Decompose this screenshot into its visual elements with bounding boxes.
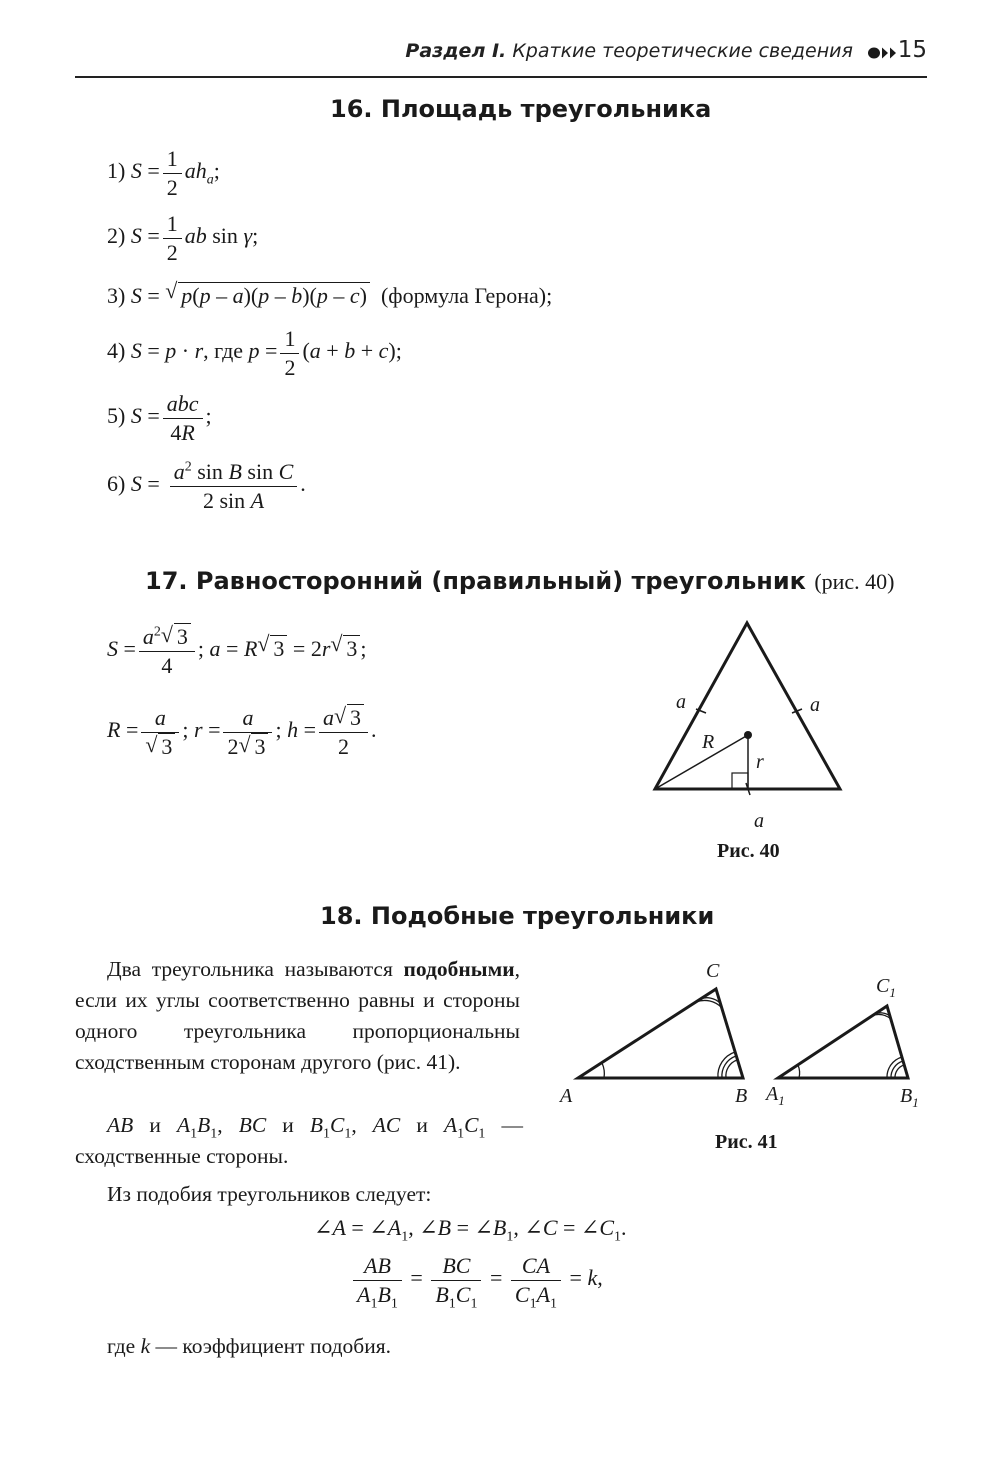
- formula-equal-angles: ∠A = $\angle A_1$, ∠B = $\angle B_1$, ∠C = $\angle C_1$.: [314, 1215, 627, 1245]
- figure-41-similar-triangles: [550, 955, 935, 1115]
- label-B: B: [735, 1085, 748, 1107]
- figure-ref: (рис. 40): [814, 569, 895, 594]
- item-number: 5): [107, 403, 126, 429]
- similarity-definition: [75, 954, 520, 1078]
- formula-area-5: 5) S = abc 4R ;: [107, 391, 212, 445]
- definition-text-end: , если их углы соответственно равны и стороны одного треугольника пропорциональны сходственным сторонам другого (рис. 41).: [75, 957, 520, 1074]
- heading-text: 17. Равносторонний (правильный) треугольник: [145, 567, 806, 595]
- figure-40-equilateral-triangle: [640, 615, 880, 835]
- heading-triangle-area: 16. Площадь треугольника: [330, 95, 712, 123]
- heading-similar-triangles: 18. Подобные треугольники: [320, 902, 715, 930]
- formula-area-4: 4) S = p · r, где p = $\frac{1}{2}$ (a + b + c);: [107, 326, 402, 380]
- definition-term: подобными: [403, 957, 515, 981]
- angle-a-mark: [602, 1063, 604, 1078]
- item-number: 1): [107, 158, 126, 184]
- label-r: r: [756, 751, 764, 773]
- where-word: где: [214, 338, 244, 364]
- definition-text-start: Два треугольника называются: [107, 957, 404, 981]
- label-C: C: [706, 960, 720, 982]
- formula-equilateral-area: S = $\frac{a^2√ 3}{4}$ ; a = R√ 3 = 2r√ 3 ;: [107, 623, 367, 679]
- coefficient-text: где k — коэффициент подобия.: [107, 1334, 391, 1358]
- section-name: Краткие теоретические сведения: [512, 40, 853, 62]
- center-point: [744, 731, 752, 739]
- formula-area-1: 1) S = $\frac{1}{2}$ $ah_a$;: [107, 146, 220, 200]
- page-header: [75, 36, 927, 78]
- label-A1: $A_1$: [766, 1083, 785, 1108]
- label-C1: $C_1$: [876, 975, 896, 1000]
- double-arrow-icon: [868, 47, 900, 59]
- label-a-bottom: a: [754, 810, 764, 832]
- corresponding-sides: AB и $A_1B_1$, BC и $B_1C_1$, AC и $A_1C_1$ — сходственные стороны.: [75, 1113, 523, 1168]
- coefficient-tail: — коэффициент подобия.: [155, 1334, 391, 1358]
- figure-41-caption: Рис. 41: [715, 1131, 778, 1153]
- label-A: A: [560, 1085, 573, 1107]
- label-B1: $B_1$: [900, 1085, 919, 1110]
- label-a-right: a: [810, 694, 820, 716]
- heading-equilateral: [145, 567, 895, 595]
- heron-label: (формула Герона);: [380, 283, 553, 308]
- formula-area-2: 2) S = $\frac{1}{2}$ ab sin γ;: [107, 211, 259, 265]
- section-title: [405, 40, 893, 62]
- formula-area-heron: 3) S = √ p(p – a)(p – b)(p – c) (формула Герона);: [107, 282, 552, 308]
- item-number: 6): [107, 471, 126, 497]
- item-number: 2): [107, 223, 126, 249]
- label-a-left: a: [676, 691, 686, 713]
- angle-b-mark-1: [726, 1060, 737, 1078]
- item-number: 4): [107, 338, 126, 364]
- angle-b1-mark-1: [895, 1065, 904, 1078]
- angle-a1-mark: [798, 1065, 800, 1078]
- sides-tail: — сходственные стороны.: [75, 1113, 523, 1168]
- follows-text: Из подобия треугольников следует:: [107, 1182, 432, 1206]
- section-number: Раздел I.: [405, 40, 507, 62]
- formula-area-6: 6) S = $\frac{a^2 \sin B \sin C}{\text{2 sin A}}$ .: [107, 459, 306, 513]
- right-angle-mark: [732, 773, 748, 789]
- page-number: 15: [897, 37, 927, 63]
- formula-equilateral-radii: R = a √ 3 ; r = $\frac{a}{2√ 3}$ ; h = $\frac{a√ 3}{2}$ .: [107, 704, 377, 760]
- formula-side-ratio: $\frac{AB}{A_1B_1}$ = $\frac{BC}{B_1C_1}$ = $\frac{CA}{C_1A_1}$ = k,: [350, 1252, 603, 1308]
- item-number: 3): [107, 283, 126, 308]
- label-R: R: [702, 731, 715, 753]
- figure-40-caption: Рис. 40: [717, 840, 780, 862]
